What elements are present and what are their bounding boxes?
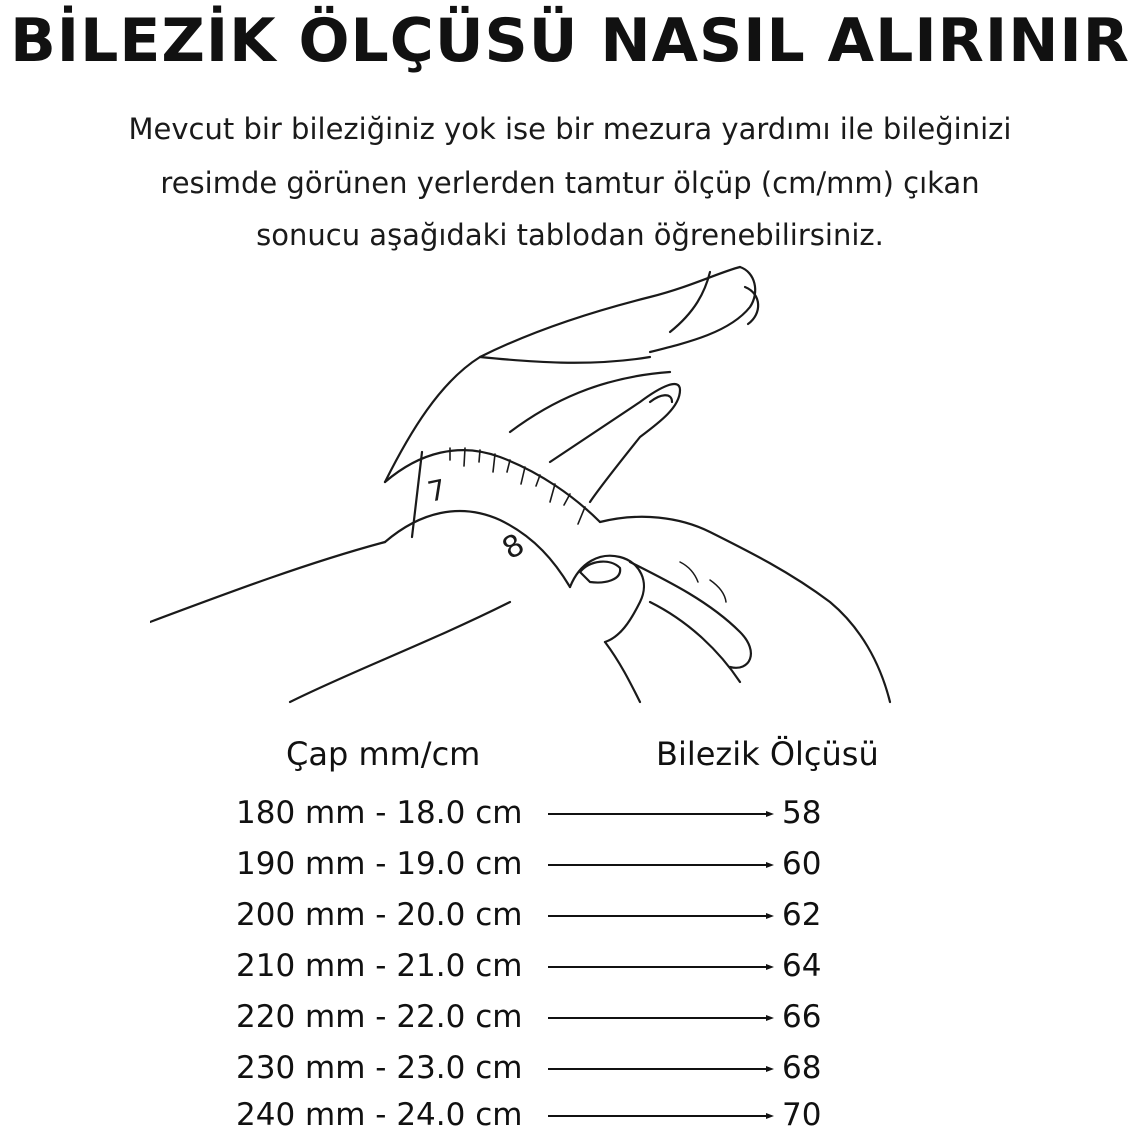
hand-measuring-wrist-illustration	[150, 262, 910, 722]
table-row	[0, 892, 1140, 942]
measuring-finger	[630, 562, 751, 668]
intro-line-2: resimde görünen yerlerden tamtur ölçüp (cm/mm) çıkan	[160, 166, 980, 200]
row-diameter: 180 mm - 18.0 cm	[236, 795, 523, 831]
arrow-right-icon	[548, 1015, 774, 1021]
row-diameter: 190 mm - 19.0 cm	[236, 846, 523, 882]
palm-lower	[510, 372, 670, 432]
row-bracelet-size: 68	[782, 1050, 822, 1086]
row-bracelet-size: 60	[782, 846, 822, 882]
row-diameter: 240 mm - 24.0 cm	[236, 1097, 523, 1133]
row-diameter: 210 mm - 21.0 cm	[236, 948, 523, 984]
arrow-right-icon	[548, 1113, 774, 1119]
tape-number-7: 7	[424, 472, 449, 509]
arrow-right-icon	[548, 862, 774, 868]
thumb-nail	[650, 395, 672, 402]
table-row	[0, 1092, 1140, 1142]
measuring-hand-outline	[600, 517, 890, 702]
table-row	[0, 790, 1140, 840]
row-bracelet-size: 70	[782, 1097, 822, 1133]
arrow-right-icon	[548, 964, 774, 970]
row-bracelet-size: 64	[782, 948, 822, 984]
table-header-diameter: Çap mm/cm	[286, 735, 481, 773]
tape-number-8: 8	[496, 527, 531, 567]
table-header-bracelet-size: Bilezik Ölçüsü	[656, 735, 879, 773]
arrow-right-icon	[548, 913, 774, 919]
forearm-lower-outline	[290, 602, 510, 702]
thumb-outline	[550, 384, 680, 502]
row-bracelet-size: 62	[782, 897, 822, 933]
knuckle-lines	[680, 562, 726, 602]
tape-back-edge	[412, 452, 422, 537]
table-row	[0, 1045, 1140, 1095]
row-bracelet-size: 58	[782, 795, 822, 831]
row-diameter: 200 mm - 20.0 cm	[236, 897, 523, 933]
intro-line-3: sonucu aşağıdaki tablodan öğrenebilirsiniz.	[256, 218, 884, 252]
arrow-right-icon	[548, 811, 774, 817]
palm-line	[480, 357, 650, 363]
intro-line-1: Mevcut bir bileziğiniz yok ise bir mezura yardımı ile bileğinizi	[128, 112, 1012, 146]
arrow-right-icon	[548, 1066, 774, 1072]
row-diameter: 230 mm - 23.0 cm	[236, 1050, 523, 1086]
table-row	[0, 841, 1140, 891]
table-row	[0, 943, 1140, 993]
finger-3	[670, 272, 710, 332]
row-diameter: 220 mm - 22.0 cm	[236, 999, 523, 1035]
row-bracelet-size: 66	[782, 999, 822, 1035]
page-title: BİLEZİK ÖLÇÜSÜ NASIL ALIRINIR	[10, 6, 1130, 76]
measuring-wrist-lower	[605, 642, 640, 702]
forearm-outline	[150, 542, 385, 622]
measuring-finger-2	[650, 602, 740, 682]
measuring-thumb	[570, 556, 644, 642]
hand-upper-outline	[385, 267, 740, 482]
table-row	[0, 994, 1140, 1044]
